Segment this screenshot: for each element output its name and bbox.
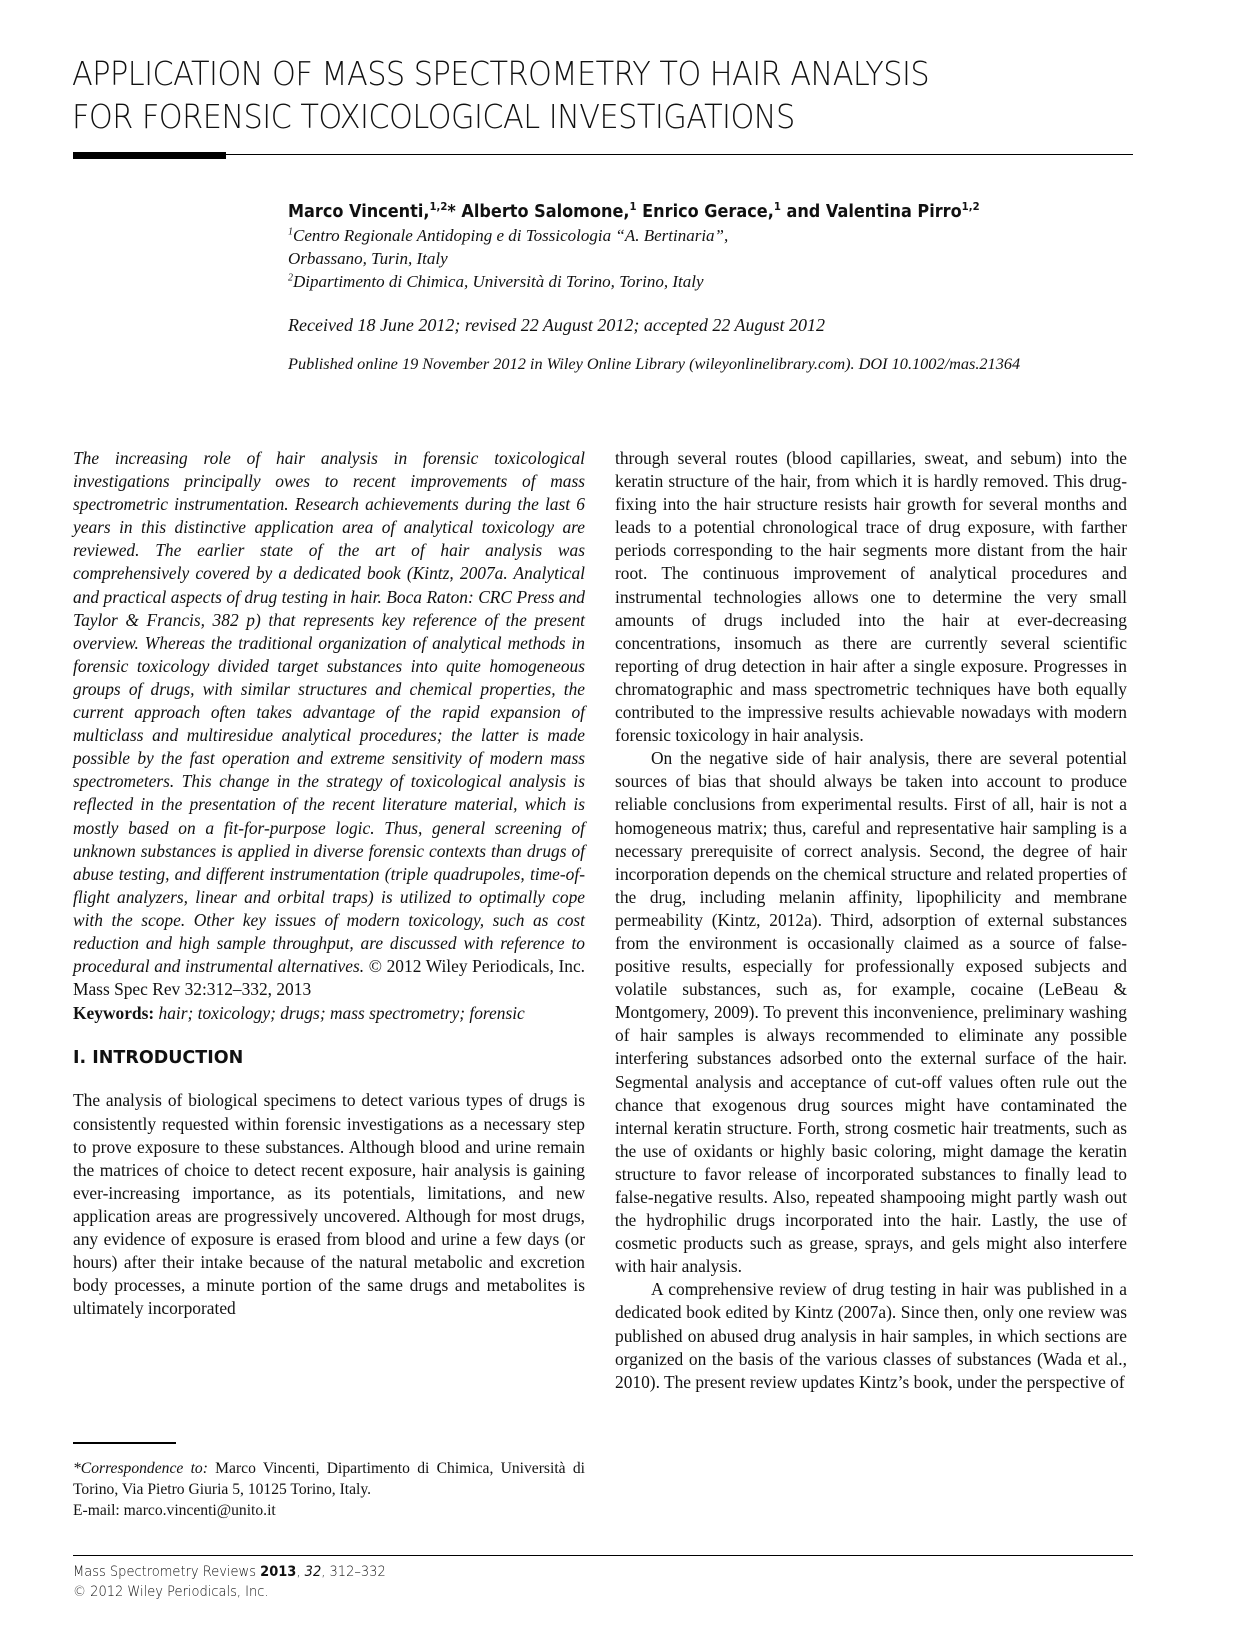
- keywords-values: hair; toxicology; drugs; mass spectrometry; forensic: [154, 1003, 525, 1024]
- journal-pages: , 312–332: [321, 1564, 386, 1580]
- body-paragraph: On the negative side of hair analysis, there are several potential sources of bias that should always be taken into account to produce reliable conclusions from experimental results. First of all, hair is not a homogeneous matrix; thus, careful and representative hair sampling is a necessary prerequisite of correct analysis. Second, the degree of hair incorporation depends on the chemical structure and related properties of the drug, including melanin affinity, lipophilicity and membrane permeability (Kintz, 2012a). Third, adsorption of external substances from the environment is occasionally claimed as a source of false-positive results, especially for professionally exposed subjects and volatile substances, such as, for example, cocaine (LeBeau & Montgomery, 2009). To prevent this inconvenience, preliminary washing of hair samples is always recommended to eliminate any possible interfering substances adsorbed onto the external surface of the hair. Segmental analysis and acceptance of cut-off values often rule out the chance that exogenous drug sources might have contaminated the internal keratin structure. Forth, strong cosmetic hair treatments, such as the use of oxidants or highly basic coloring, might damage the keratin structure to favor release of incorporated substances to finally lead to false-negative results. Also, repeated shampooing might partly wash out the hydrophilic drugs incorporated into the hair. Lastly, the use of cosmetic products such as grease, sprays, and gels might also interfere with hair analysis.: [615, 748, 1127, 1277]
- keywords-label: Keywords:: [73, 1003, 155, 1024]
- journal-year: 2013: [260, 1564, 297, 1580]
- right-column: [615, 447, 1127, 1394]
- author-name: Alberto Salomone,: [461, 201, 630, 222]
- footnote-address: Marco Vincenti, Dipartimento di Chimica, Università di Torino, Via Pietro Giuria 5, 10125 Torino, Italy.: [73, 1460, 585, 1498]
- keywords: [73, 1002, 585, 1025]
- received-dates: Received 18 June 2012; revised 22 August 2012; accepted 22 August 2012: [288, 315, 826, 335]
- author-affiliation-sup: 1: [773, 200, 781, 213]
- separator: ,: [296, 1564, 305, 1580]
- author-affiliation-sup: 1,2: [429, 200, 448, 213]
- affiliation-number: 1: [288, 226, 293, 238]
- footer-rule: [73, 1555, 1133, 1556]
- journal-name: Mass Spectrometry Reviews: [73, 1564, 261, 1580]
- footnote-rule: [73, 1442, 176, 1444]
- author-affiliation-sup: 1: [629, 200, 637, 213]
- author-name: Marco Vincenti,: [288, 201, 430, 222]
- section-heading-introduction: I. INTRODUCTION: [73, 1048, 244, 1069]
- author-name: and Valentina Pirro: [786, 201, 962, 222]
- body-paragraph: The analysis of biological specimens to detect various types of drugs is consistently requested within forensic investigations as a necessary step to prove exposure to these substances. Although blood and urine remain the matrices of choice to detect recent exposure, hair analysis is gaining ever-increasing importance, as its potentials, limitations, and new application areas are progressively uncovered. Although for most drugs, any evidence of exposure is erased from blood and urine a few days (or hours) after their intake because of the natural metabolic and excretion body processes, a minute portion of the same drugs and metabolites is ultimately incorporated: [73, 1090, 585, 1319]
- footnote-label: *Correspondence to:: [73, 1460, 208, 1477]
- journal-volume: 32: [304, 1564, 322, 1580]
- journal-footer: [73, 1562, 386, 1602]
- affiliation-1: [288, 226, 728, 246]
- left-column: [73, 447, 585, 1320]
- affiliation-number: 2: [288, 272, 293, 284]
- author-name: Enrico Gerace,: [642, 201, 774, 222]
- footnote-email: E-mail: marco.vincenti@unito.it: [73, 1502, 276, 1519]
- title-line-1: APPLICATION OF MASS SPECTROMETRY TO HAIR ANALYSIS: [72, 54, 930, 93]
- correspondence-footnote: [73, 1458, 585, 1521]
- author-list: [288, 200, 980, 222]
- abstract: [73, 447, 585, 1001]
- affiliation-text: Dipartimento di Chimica, Università di Torino, Torino, Italy: [293, 272, 704, 291]
- title-rule: [73, 154, 1133, 155]
- abstract-text: The increasing role of hair analysis in forensic toxicological investigations principally owes to recent improvements of mass spectrometric instrumentation. Research achievements during the last 6 years in this distinctive application area of analytical toxicology are reviewed. The earlier state of the art of hair analysis was comprehensively covered by a dedicated book (Kintz, 2007a. Analytical and practical aspects of drug testing in hair. Boca Raton: CRC Press and Taylor & Francis, 382 p) that represents key reference of the present overview. Whereas the traditional organization of analytical methods in forensic toxicology divided target substances into quite homogeneous groups of drugs, with similar structures and chemical properties, the current approach often takes advantage of the rapid expansion of multiclass and multiresidue analytical procedures; the latter is made possible by the fast operation and extreme sensitivity of modern mass spectrometers. This change in the strategy of toxicological analysis is reflected in the presentation of the recent literature material, which is mostly based on a fit-for-purpose logic. Thus, general screening of unknown substances is applied in diverse forensic contexts than drugs of abuse testing, and different instrumentation (triple quadrupoles, time-of-flight analyzers, linear and orbital traps) is utilized to optimally cope with the scope. Other key issues of modern toxicology, such as cost reduction and high sample throughput, are discussed with reference to procedural and instrumental alternatives.: [73, 448, 585, 977]
- affiliation-2: [288, 272, 704, 292]
- title-line-2: FOR FORENSIC TOXICOLOGICAL INVESTIGATIONS: [72, 97, 795, 136]
- author-affiliation-sup: 1,2: [961, 200, 980, 213]
- corresponding-author-mark: *: [447, 201, 456, 222]
- title-rule-accent: [73, 152, 226, 159]
- body-paragraph: through several routes (blood capillaries, sweat, and sebum) into the keratin structure of the hair, from which it is hardly removed. This drug-fixing into the hair structure resists hair growth for several months and leads to a potential chronological trace of drug exposure, with farther periods corresponding to the hair segments more distant from the hair root. The continuous improvement of analytical procedures and instrumental technologies allows one to determine the very small amounts of drugs included into the hair at ever-decreasing concentrations, insomuch as there are currently several scientific reporting of drug detection in hair after a single exposure. Progresses in chromatographic and mass spectrometric techniques have both equally contributed to the impressive results achievable nowadays with modern forensic toxicology in hair analysis.: [615, 448, 1127, 746]
- journal-copyright: © 2012 Wiley Periodicals, Inc.: [73, 1584, 269, 1600]
- article-title: [72, 52, 1066, 138]
- affiliation-1-location: [288, 249, 448, 269]
- publication-info: Published online 19 November 2012 in Wiley Online Library (wileyonlinelibrary.com). DOI 10.1002/mas.21364: [288, 354, 1021, 373]
- body-paragraph: A comprehensive review of drug testing in hair was published in a dedicated book edited by Kintz (2007a). Since then, only one review was published on abused drug analysis in hair samples, in which sections are organized on the basis of the various classes of substances (Wada et al., 2010). The present review updates Kintz’s book, under the perspective of: [615, 1279, 1127, 1392]
- affiliation-text: Centro Regionale Antidoping e di Tossicologia “A. Bertinaria”,: [293, 226, 729, 245]
- abstract-copyright: © 2012 Wiley Periodicals, Inc. Mass Spec Rev 32:312–332, 2013: [73, 956, 586, 1000]
- affiliation-text: Orbassano, Turin, Italy: [288, 249, 448, 268]
